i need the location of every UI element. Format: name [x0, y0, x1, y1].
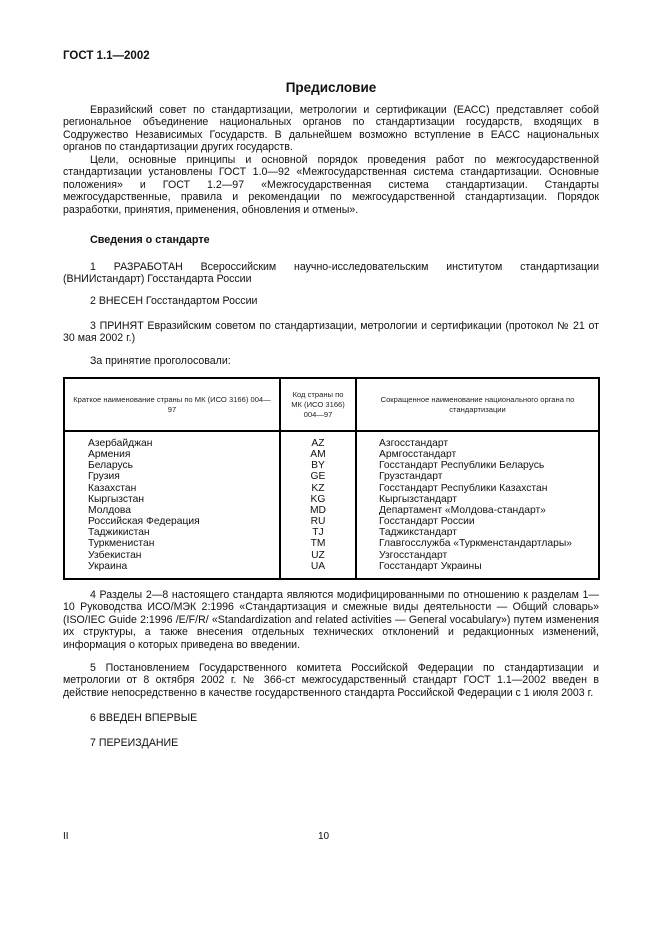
- body-cell: Грузстандарт: [379, 471, 443, 483]
- code-cell: GE: [310, 471, 326, 483]
- country-cell: Таджикистан: [88, 527, 150, 539]
- country-cell: Армения: [88, 449, 131, 461]
- item-1: 1 РАЗРАБОТАН Всероссийским научно-исследовательским институтом стандартизации (ВНИИстандарт) Госстандарта России: [63, 261, 599, 286]
- item-2: 2 ВНЕСЕН Госстандартом России: [90, 295, 258, 307]
- body-cell: Армгосстандарт: [379, 449, 457, 461]
- header-country: Краткое наименование страны по МК (ИСО 3166) 004—97: [64, 378, 280, 431]
- item-3: 3 ПРИНЯТ Евразийским советом по стандартизации, метрологии и сертификации (протокол № 21 от 30 мая 2002 г.): [63, 320, 599, 345]
- code-cell: AZ: [311, 438, 325, 449]
- code-cell: BY: [311, 460, 325, 472]
- document-code: ГОСТ 1.1—2002: [63, 50, 150, 62]
- country-cell: Молдова: [88, 504, 132, 516]
- page-title: Предисловие: [285, 80, 377, 95]
- body-cell: Департамент «Молдова-стандарт»: [379, 504, 546, 516]
- body-cell: Кыргызстандарт: [379, 493, 458, 505]
- body-cell: Госстандарт Республики Беларусь: [379, 460, 545, 472]
- country-cell: Туркменистан: [88, 538, 155, 550]
- item-6: 6 ВВЕДЕН ВПЕРВЫЕ: [90, 712, 198, 724]
- country-cell: Узбекистан: [88, 549, 142, 561]
- body-cell: Таджикстандарт: [379, 527, 457, 539]
- code-column: [280, 431, 356, 579]
- body-cell: Главгосслужба «Туркменстандартлары»: [379, 538, 572, 550]
- country-column: [64, 431, 280, 579]
- country-cell: Азербайджан: [88, 438, 153, 449]
- country-cell: Беларусь: [88, 460, 134, 472]
- code-cell: KZ: [311, 482, 325, 494]
- item-5: 5 Постановлением Государственного комитета Российской Федерации по стандартизации и метрологии от 8 октября 2002 г. № 366-ст межгосударственный стандарт ГОСТ 1.1—2002 введен в действие непосредственно в качестве государственного стандарта Российской Федерации с 1 июля 2003 г.: [63, 662, 599, 699]
- item-7: 7 ПЕРЕИЗДАНИЕ: [90, 737, 179, 749]
- code-cell: MD: [309, 504, 326, 516]
- body-cell: Госстандарт России: [379, 516, 475, 528]
- code-cell: UA: [310, 560, 326, 572]
- code-cell: AM: [310, 449, 326, 461]
- body-cell: Азгосстандарт: [379, 438, 449, 449]
- country-cell: Российская Федерация: [88, 516, 200, 528]
- country-cell: Грузия: [88, 471, 120, 483]
- code-cell: UZ: [311, 549, 325, 561]
- table-header-row: [64, 378, 599, 431]
- body-cell: Узгосстандарт: [379, 549, 448, 561]
- body-column: [356, 431, 599, 579]
- country-cell: Казахстан: [88, 482, 137, 494]
- header-code: Код страны по МК (ИСО 3166) 004—97: [280, 378, 356, 431]
- intro-paragraph-2: Цели, основные принципы и основной порядок проведения работ по межгосударственной стандартизации установлены ГОСТ 1.0—92 «Межгосударственная система стандартизации. Основные положения» и ГОСТ 1.2—97 «Межгосударственная система стандартизации. Стандарты межгосударственные, правила и рекомендации по межгосударственной стандартизации. Порядок разработки, принятия, применения, обновления и отмены».: [63, 154, 599, 216]
- header-body: Сокращенное наименование национального органа по стандартизации: [356, 378, 599, 431]
- voting-table: [63, 377, 600, 580]
- code-cell: RU: [310, 516, 326, 528]
- body-cell: Госстандарт Республики Казахстан: [379, 482, 548, 494]
- body-cell: Госстандарт Украины: [379, 560, 482, 572]
- info-heading: Сведения о стандарте: [90, 234, 210, 246]
- page-number: 10: [318, 831, 330, 842]
- footer-roman-page: II: [63, 831, 69, 842]
- intro-paragraph-1: Евразийский совет по стандартизации, метрологии и сертификации (ЕАСС) представляет собой региональное объединение национальных органов по стандартизации государств, входящих в Содружество Независимых Государств. В дальнейшем возможно вступление в ЕАСС национальных органов по стандартизации других государств.: [63, 104, 599, 154]
- code-cell: TM: [310, 538, 326, 550]
- code-cell: TJ: [312, 527, 324, 539]
- country-cell: Кыргызстан: [88, 493, 145, 505]
- country-cell: Украина: [88, 560, 128, 572]
- code-cell: KG: [310, 493, 326, 505]
- item-4: 4 Разделы 2—8 настоящего стандарта являются модифицированными по отношению к разделам 1—10 Руководства ИСО/МЭК 2:1996 «Стандартизация и смежные виды деятельности — Общий словарь» (ISO/IEC Guide 2:1996 /E/F/R/ «Standardization and related activities — General vocabulary») путем изменения их структуры, а также внесения отдельных технических отклонений и редакционных изменений, информация о которых приведена во введении.: [63, 589, 599, 651]
- table-body-row: [64, 431, 599, 579]
- voted-label: За принятие проголосовали:: [90, 355, 231, 367]
